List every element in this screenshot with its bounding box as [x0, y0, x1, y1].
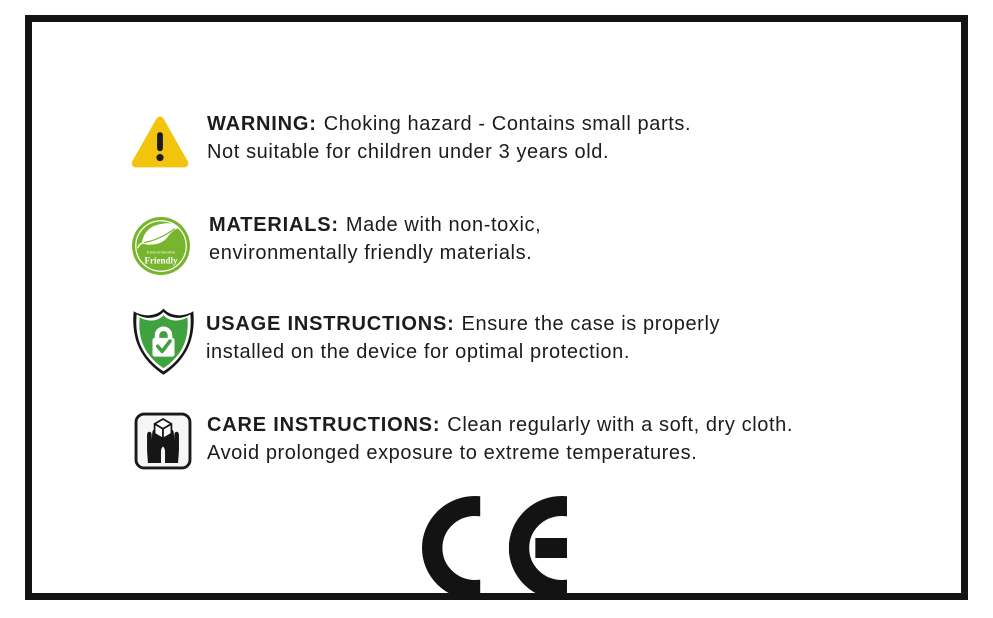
materials-line-2: environmentally friendly materials. [209, 242, 533, 264]
usage-line-2: installed on the device for optimal protection. [206, 341, 630, 363]
eco-badge-small-text: Environmental [146, 249, 176, 255]
ce-mark [422, 496, 567, 600]
warning-line-2: Not suitable for children under 3 years old. [207, 141, 610, 163]
care-label: CARE INSTRUCTIONS: [207, 414, 441, 436]
care-line-1: CARE INSTRUCTIONS: Clean regularly with a soft, dry cloth. [207, 414, 794, 436]
materials-section-text [209, 211, 541, 267]
hands-holding-box-icon [134, 412, 192, 470]
warning-triangle-icon [131, 116, 189, 168]
label-border-frame [25, 15, 968, 600]
usage-section-text [206, 310, 720, 366]
usage-label: USAGE INSTRUCTIONS: [206, 313, 455, 335]
eco-friendly-badge-icon [132, 217, 190, 275]
care-section-text [207, 411, 793, 467]
eco-badge-big-text: Friendly [144, 255, 178, 266]
materials-label: MATERIALS: [209, 214, 339, 236]
shield-lock-icon [131, 308, 196, 378]
warning-label: WARNING: [207, 113, 317, 135]
care-line-2: Avoid prolonged exposure to extreme temperatures. [207, 442, 698, 464]
warning-line-1: WARNING: Choking hazard - Contains small parts. [207, 113, 692, 135]
usage-line-1: USAGE INSTRUCTIONS: Ensure the case is properly [206, 313, 721, 335]
warning-section-text [207, 110, 691, 166]
materials-line-1: MATERIALS: Made with non-toxic, [209, 214, 542, 236]
